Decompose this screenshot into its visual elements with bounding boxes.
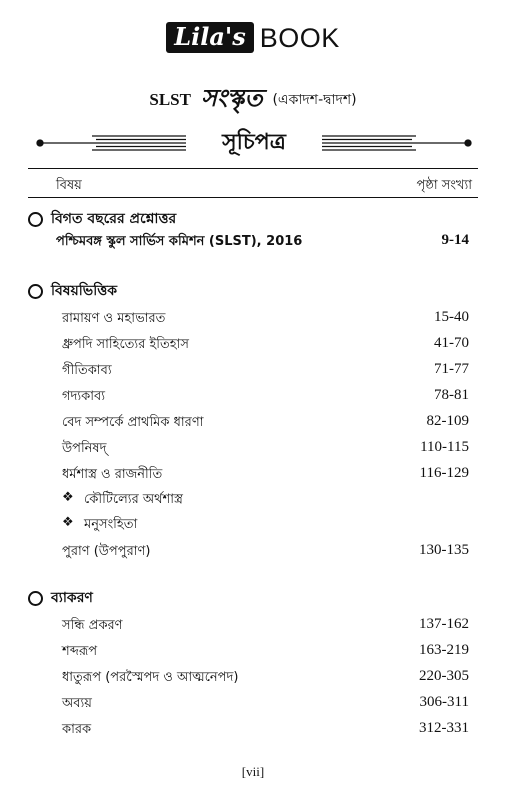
toc-row xyxy=(0,642,506,664)
header-rule-bottom xyxy=(28,197,478,198)
toc-label: মনুসংহিতা xyxy=(84,517,138,532)
section-previous-years xyxy=(28,207,176,231)
toc-row xyxy=(0,361,506,383)
toc-row xyxy=(0,616,506,638)
toc-row xyxy=(0,335,506,357)
header-rule-top xyxy=(28,168,478,169)
section-title: বিষয়ভিত্তিক xyxy=(51,283,118,299)
subject-label: সংস্কৃত xyxy=(200,84,263,112)
toc-label: সন্ধি প্রকরণ xyxy=(62,618,123,633)
page-number: [vii] xyxy=(241,764,265,779)
toc-label: কারক xyxy=(62,722,92,737)
column-page: পৃষ্ঠা সংখ্যা xyxy=(416,178,472,193)
toc-row xyxy=(0,465,506,487)
book-subtitle xyxy=(0,80,506,120)
toc-pages: 306-311 xyxy=(419,694,469,710)
ring-bullet-icon xyxy=(28,284,43,299)
toc-row xyxy=(0,668,506,690)
toc-row xyxy=(0,387,506,409)
toc-row xyxy=(0,694,506,716)
toc-row xyxy=(0,542,506,564)
toc-row xyxy=(0,413,506,435)
toc-pages: 312-331 xyxy=(419,720,469,736)
logo-badge: Lila's xyxy=(166,22,254,53)
section-grammar xyxy=(28,586,93,610)
column-topic: বিষয় xyxy=(56,178,82,193)
toc-pages: 71-77 xyxy=(434,361,469,377)
diamond-bullet-icon: ❖ xyxy=(62,515,74,530)
toc-pages: 110-115 xyxy=(420,439,469,455)
section-topic-wise xyxy=(28,279,117,303)
toc-pages: 15-40 xyxy=(434,309,469,325)
class-label: (একাদশ-দ্বাদশ) xyxy=(272,92,357,108)
toc-label: পশ্চিমবঙ্গ স্কুল সার্ভিস কমিশন (SLST), 2016 xyxy=(56,234,303,249)
contents-title: সূচিপত্র xyxy=(222,130,286,155)
ring-bullet-icon xyxy=(28,212,43,227)
toc-row xyxy=(0,720,506,742)
toc-label: ধ্রুপদি সাহিত্যের ইতিহাস xyxy=(62,337,189,352)
toc-label: গদ্যকাব্য xyxy=(62,389,105,404)
toc-row xyxy=(0,232,506,254)
toc-label: ধাতুরূপ (পরস্মৈপদ ও আত্মনেপদ) xyxy=(62,670,239,685)
toc-subrow xyxy=(0,490,506,512)
section-title: বিগত বছরের প্রশ্নোত্তর xyxy=(51,211,177,227)
toc-pages: 82-109 xyxy=(426,413,469,429)
toc-pages: 137-162 xyxy=(419,616,469,632)
toc-pages: 116-129 xyxy=(419,465,469,481)
toc-label: উপনিষদ্ xyxy=(62,441,107,456)
logo-book-text: BOOK xyxy=(259,22,340,53)
section-title: ব্যাকরণ xyxy=(51,590,93,606)
toc-label: ধর্মশাস্ত্র ও রাজনীতি xyxy=(62,467,163,482)
ring-bullet-icon xyxy=(28,591,43,606)
series-label: SLST xyxy=(149,90,191,109)
toc-pages: 220-305 xyxy=(419,668,469,684)
contents-heading xyxy=(36,128,472,158)
toc-pages: 9-14 xyxy=(441,232,469,248)
diamond-bullet-icon: ❖ xyxy=(62,490,74,505)
toc-label: কৌটিল্যের অর্থশাস্ত্র xyxy=(84,492,183,507)
toc-row xyxy=(0,439,506,461)
book-logo xyxy=(0,22,506,53)
toc-label: অব্যয় xyxy=(62,696,92,711)
toc-pages: 130-135 xyxy=(419,542,469,558)
toc-pages: 41-70 xyxy=(434,335,469,351)
toc-label: বেদ সম্পর্কে প্রাথমিক ধারণা xyxy=(62,415,204,430)
toc-label: শব্দরূপ xyxy=(62,644,98,659)
toc-pages: 78-81 xyxy=(434,387,469,403)
toc-label: পুরাণ (উপপুরাণ) xyxy=(62,544,151,559)
toc-label: রামায়ণ ও মহাভারত xyxy=(62,311,166,326)
toc-subrow xyxy=(0,515,506,537)
toc-label: গীতিকাব্য xyxy=(62,363,112,378)
toc-pages: 163-219 xyxy=(419,642,469,658)
toc-row xyxy=(0,309,506,331)
